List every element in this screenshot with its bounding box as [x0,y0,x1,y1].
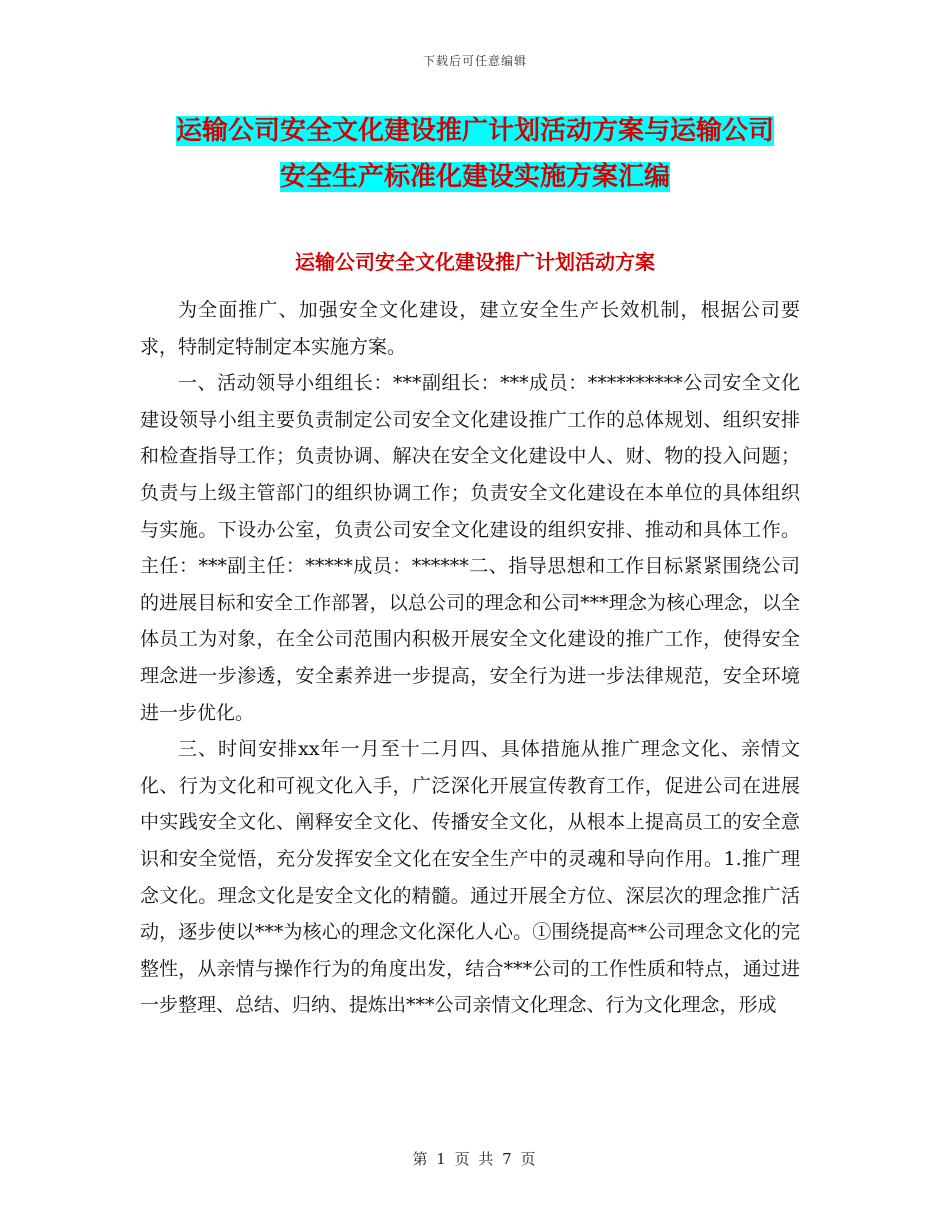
document-title-line-1: 运输公司安全文化建设推广计划活动方案与运输公司 [175,116,774,146]
document-body [140,292,800,1024]
section-title: 运输公司安全文化建设推广计划活动方案 [295,250,655,274]
document-title-line-2: 安全生产标准化建设实施方案汇编 [279,162,670,192]
document-title [140,108,810,200]
paragraph-schedule-measures: 三、时间安排xx年一月至十二月四、具体措施从推广理念文化、亲情文化、行为文化和可视文化入手，广泛深化开展宣传教育工作，促进公司在进展中实践安全文化、阐释安全文化、传播安全文化，从根本上提高员工的安全意识和安全觉悟，充分发挥安全文化在安全生产中的灵魂和导向作用。1.推广理念文化。理念文化是安全文化的精髓。通过开展全方位、深层次的理念推广活动，逐步使以***为核心的理念文化深化人心。①围绕提高**公司理念文化的完整性，从亲情与操作行为的角度出发，结合***公司的工作性质和特点，通过进一步整理、总结、归纳、提炼出***公司亲情文化理念、行为文化理念，形成 [140,738,800,1017]
page-header-note: 下载后可任意编辑 [422,54,527,68]
paragraph-leadership: 一、活动领导小组组长：***副组长：***成员：**********公司安全文化建设领导小组主要负责制定公司安全文化建设推广工作的总体规划、组织安排和检查指导工作；负责协调、解决在安全文化建设中人、财、物的投入问题；负责与上级主管部门的组织协调工作；负责安全文化建设在本单位的具体组织与实施。下设办公室，负责公司安全文化建设的组织安排、推动和具体工作。主任：***副主任：*****成员：******二、指导思想和工作目标紧紧围绕公司的进展目标和安全工作部署，以总公司的理念和公司***理念为核心理念，以全体员工为对象，在全公司范围内积极开展安全文化建设的推广工作，使得安全理念进一步渗透，安全素养进一步提高，安全行为进一步法律规范，安全环境进一步优化。 [140,372,800,724]
page-number: 第 1 页 共 7 页 [412,1150,538,1168]
paragraph-intro: 为全面推广、加强安全文化建设，建立安全生产长效机制，根据公司要求，特制定特制定本实施方案。 [140,299,800,358]
